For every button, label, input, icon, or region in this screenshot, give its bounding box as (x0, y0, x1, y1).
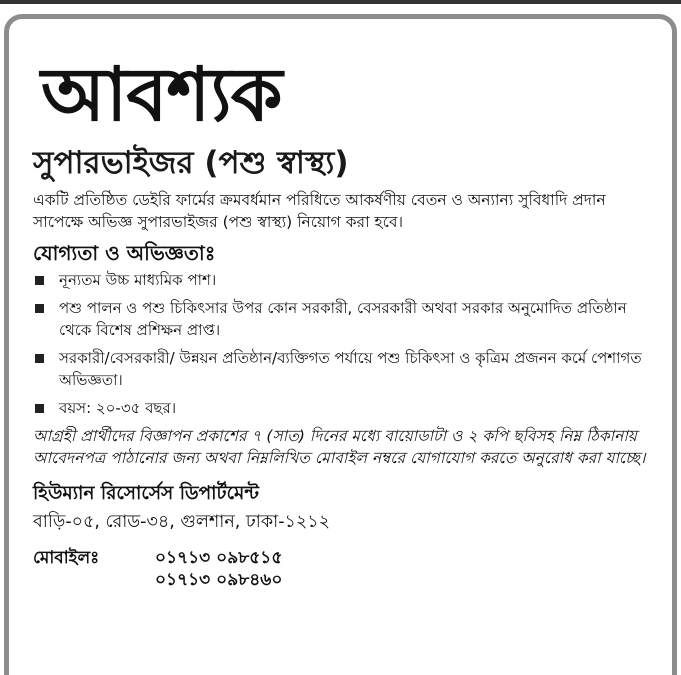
top-divider (0, 0, 681, 4)
requirement-text: বয়স: ২০-৩৫ বছর। (59, 399, 177, 417)
list-item (33, 397, 650, 419)
requirement-text: পশু পালন ও পশু চিকিৎসার উপর কোন সরকারী, বেসরকারী অথবা সরকার অনুমোদিত প্রতিষ্ঠান থেকে বিশেষ প্রশিক্ষন প্রাপ্ত। (59, 299, 627, 339)
advertisement-frame (4, 14, 677, 675)
job-title: সুপারভাইজর (পশু স্বাস্থ্য) (33, 145, 349, 181)
mobile-label-spacer (33, 569, 155, 591)
department-name: হিউম্যান রিসোর্সেস ডিপার্টমেন্ট (33, 483, 259, 504)
address: বাড়ি-০৫, রোড-৩৪, গুলশান, ঢাকা-১২১২ (33, 512, 330, 532)
list-item (33, 347, 650, 391)
square-bullet-icon (35, 304, 44, 313)
square-bullet-icon (35, 404, 44, 413)
list-item (33, 269, 650, 291)
mobile-contact (33, 547, 650, 591)
requirements-heading: যোগ্যতা ও অভিজ্ঞতাঃ (33, 241, 216, 265)
mobile-number: ০১৭১৩ ০৯৮৫১৫ (155, 548, 283, 568)
application-instructions: আগ্রহী প্রার্থীদের বিজ্ঞাপন প্রকাশের ৭ (সাত) দিনের মধ্যে বায়োডাটা ও ২ কপি ছবিসহ নিম্ন ঠিকানায় আবেদনপত্র পাঠানোর জন্য অথবা নিম্নলিখিত মোবাইল নম্বরে যোগাযোগ করতে অনুরোধ করা যাচ্ছে। (33, 427, 646, 467)
headline: আবশ্যক (41, 52, 282, 138)
square-bullet-icon (35, 354, 44, 363)
mobile-label: মোবাইলঃ (33, 548, 100, 568)
mobile-number: ০১৭১৩ ০৯৮৪৬০ (155, 570, 283, 590)
requirement-text: নূন্যতম উচ্চ মাধ্যমিক পাশ। (59, 271, 217, 289)
requirements-list (33, 269, 650, 419)
list-item (33, 297, 650, 341)
square-bullet-icon (35, 276, 44, 285)
intro-paragraph: একটি প্রতিষ্ঠিত ডেইরি ফার্মের ক্রমবর্ধমান পরিধিতে আকর্ষণীয় বেতন ও অন্যান্য সুবিধাদি প্রদান সাপেক্ষে অভিজ্ঞ সুপারভাইজর (পশু স্বাস্থ্য) নিয়োগ করা হবে। (33, 191, 606, 231)
requirement-text: সরকারী/বেসরকারী/ উন্নয়ন প্রতিষ্ঠান/ব্যক্তিগত পর্যায়ে পশু চিকিৎসা ও কৃত্রিম প্রজনন কর্মে পেশাগত অভিজ্ঞতা। (59, 349, 642, 389)
